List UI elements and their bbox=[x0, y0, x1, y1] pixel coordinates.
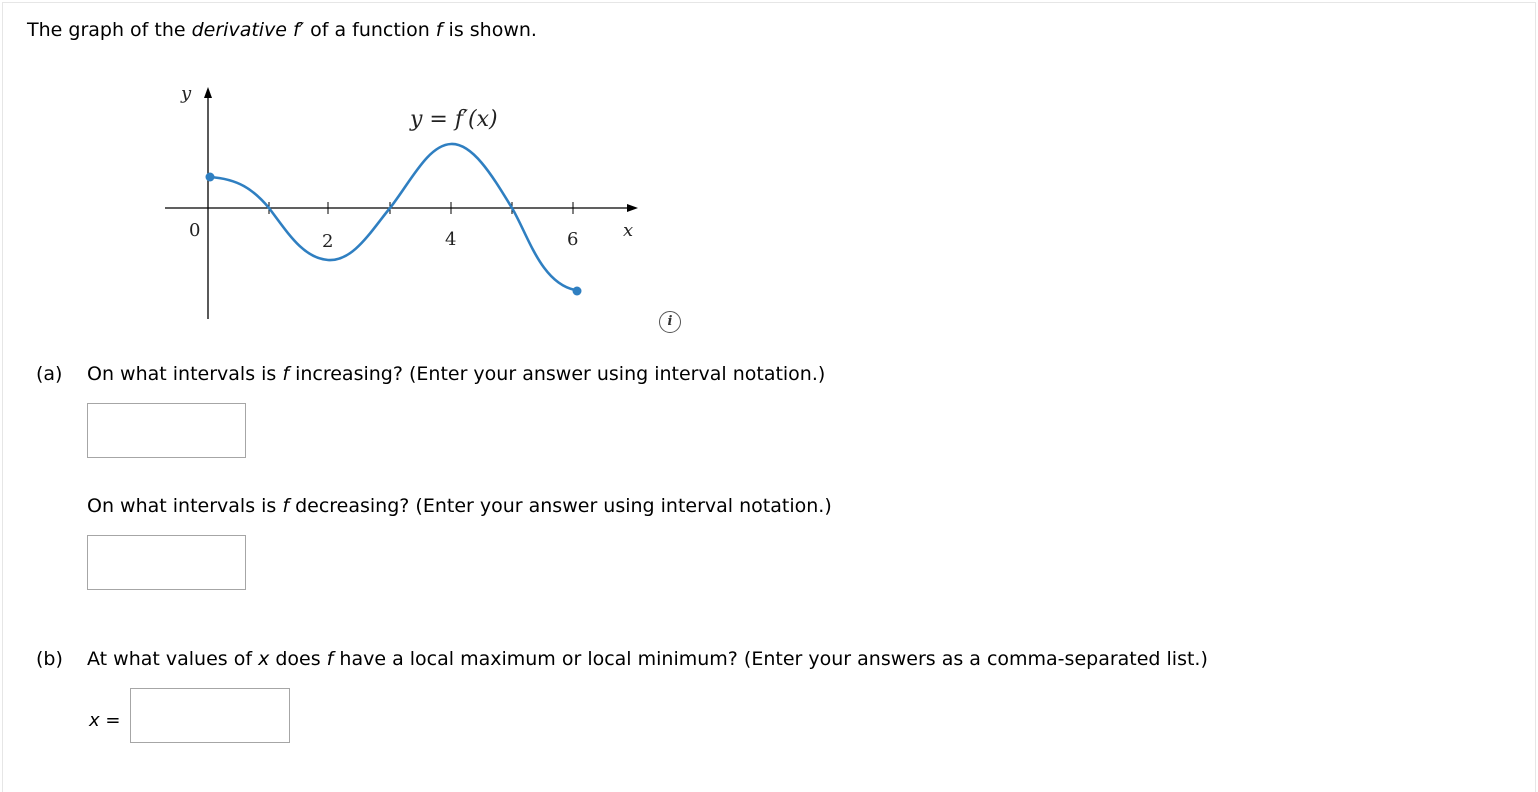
y-axis-arrow bbox=[204, 87, 212, 98]
extrema-x-values-input[interactable] bbox=[130, 688, 290, 743]
part-a-question-decreasing: On what intervals is f decreasing? (Enter your answer using interval notation.) bbox=[87, 495, 832, 517]
origin-label: 0 bbox=[189, 220, 201, 241]
curve-label: y = f′(x) bbox=[410, 107, 498, 132]
problem-statement: The graph of the derivative f′ of a function f is shown. bbox=[27, 19, 537, 41]
x-tick-label-6: 6 bbox=[567, 229, 579, 250]
increasing-interval-input[interactable] bbox=[87, 403, 246, 458]
decreasing-interval-input[interactable] bbox=[87, 535, 246, 590]
derivative-graph bbox=[153, 83, 653, 328]
curve-end-point bbox=[573, 287, 582, 296]
x-tick-label-2: 2 bbox=[322, 231, 334, 252]
x-axis-arrow bbox=[627, 204, 638, 212]
y-axis-label: y bbox=[181, 83, 192, 104]
x-equals-label: x = bbox=[89, 710, 121, 731]
info-icon[interactable]: i bbox=[659, 311, 681, 333]
part-b-label: (b) bbox=[36, 648, 63, 670]
derivative-curve bbox=[210, 144, 575, 290]
x-tick-label-4: 4 bbox=[445, 229, 457, 250]
part-a-question-increasing: (a) On what intervals is f increasing? (Enter your answer using interval notation.) bbox=[36, 363, 826, 385]
curve-start-point bbox=[206, 173, 215, 182]
part-b-question: (b) At what values of x does f have a local maximum or local minimum? (Enter your answers as a comma-separated list.) bbox=[36, 648, 1208, 670]
part-a-label: (a) bbox=[36, 363, 63, 385]
question-panel bbox=[2, 2, 1536, 792]
x-axis-label: x bbox=[623, 220, 634, 241]
